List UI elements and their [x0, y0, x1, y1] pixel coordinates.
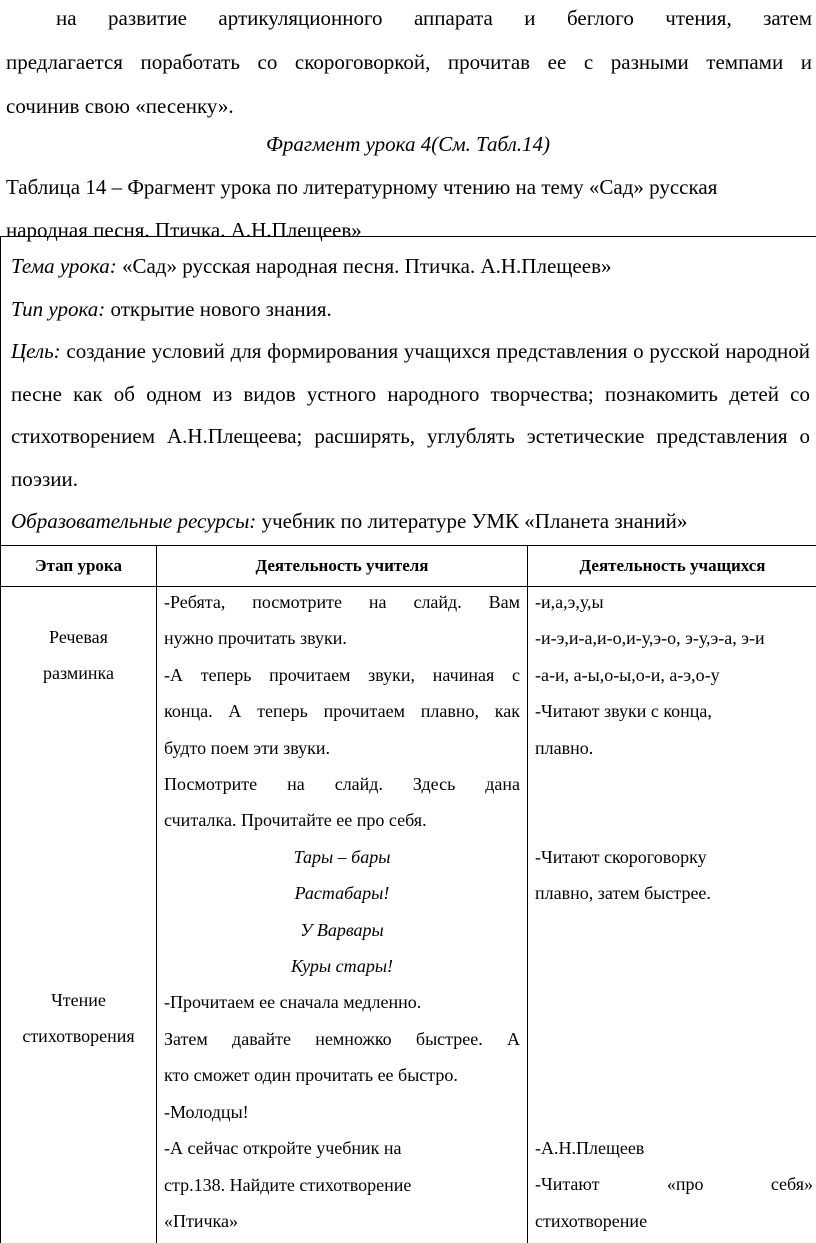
rhyme-line: У Варвары — [300, 919, 384, 940]
intro-line-2: предлагается поработать со скороговоркой, прочитав ее с разными темпами и — [6, 50, 812, 74]
students-line: -а-и, а-ы,о-ы,о-и, а-э,о-у — [535, 664, 720, 685]
teacher-line: -Ребята, посмотрите на слайд. Вам — [164, 592, 520, 612]
rhyme-line: Тары – бары — [293, 846, 391, 867]
rhyme-line: Куры стары! — [290, 956, 393, 977]
rhyme-line: Растабары! — [294, 883, 390, 904]
header-students: Деятельность учащихся — [579, 556, 766, 575]
column-divider — [156, 546, 157, 1243]
students-line: стихотворение — [535, 1210, 648, 1231]
teacher-line: -А теперь прочитаем звуки, начиная с — [164, 664, 520, 685]
lesson-info-box — [0, 236, 816, 546]
students-activity-warmup — [535, 584, 813, 766]
students-line: плавно. — [535, 737, 594, 758]
teacher-line: «Птичка» — [164, 1210, 239, 1231]
teacher-line: -Прочитаем ее сначала медленно. — [164, 992, 422, 1013]
teacher-line: Посмотрите на слайд. Здесь дана — [164, 774, 520, 795]
intro-line-3: сочинив свою «песенку». — [6, 94, 234, 118]
teacher-activity — [164, 584, 520, 1239]
topic-value: «Сад» русская народная песня. Птичка. А.Н.Плещеев» — [116, 254, 612, 278]
header-teacher: Деятельность учителя — [255, 556, 429, 575]
intro-line-1: на развитие артикуляционного аппарата и беглого чтения, затем — [56, 6, 812, 30]
lesson-goal — [11, 330, 810, 500]
students-line: плавно, затем быстрее. — [535, 883, 711, 904]
stage-warmup-line-1: Речевая — [49, 627, 108, 647]
teacher-line: -А сейчас откройте учебник на — [164, 1138, 402, 1159]
goal-label: Цель: — [11, 339, 61, 363]
students-line: -Читают звуки с конца, — [535, 701, 712, 722]
goal-value: создание условий для формирования учащихся представления о русской народной песне как об одном из видов устного народного творчества; познакомить детей со стихотворением А.Н.Плещеева; расширять, углублять эстетические представления о поэзии. — [11, 339, 810, 491]
teacher-line: конца. А теперь прочитаем плавно, как — [164, 701, 520, 722]
stage-poem-reading — [1, 982, 156, 1055]
teacher-line: будто поем эти звуки. — [164, 737, 330, 758]
lesson-table — [0, 545, 816, 1243]
teacher-line: кто сможет один прочитать ее быстро. — [164, 1065, 458, 1086]
teacher-line: считалка. Прочитайте ее про себя. — [164, 810, 427, 831]
topic-label: Тема урока: — [11, 254, 117, 278]
teacher-line: нужно прочитать звуки. — [164, 628, 347, 649]
intro-paragraph — [6, 0, 812, 128]
teacher-line: Затем давайте немножко быстрее. А — [164, 1028, 520, 1049]
column-divider — [527, 546, 528, 1243]
students-activity-reading — [535, 1130, 813, 1239]
stage-poem-line-2: стихотворения — [22, 1026, 135, 1047]
teacher-line: стр.138. Найдите стихотворение — [164, 1174, 412, 1195]
fragment-caption: Фрагмент урока 4(См. Табл.14) — [266, 132, 550, 156]
lesson-resources — [11, 500, 810, 543]
table-caption-line-1: Таблица 14 – Фрагмент урока по литературному чтению на тему «Сад» русская — [6, 175, 718, 199]
students-activity-tongue-twister — [535, 839, 813, 912]
students-line: -и-э,и-а,и-о,и-у,э-о, э-у,э-а, э-и — [535, 628, 765, 649]
students-line: -Читают «про себя» — [535, 1174, 813, 1195]
stage-poem-line-1: Чтение — [51, 990, 106, 1010]
table-caption-line-2: народная песня. Птичка. А.Н.Плещеев» — [6, 218, 362, 242]
teacher-line: -Молодцы! — [164, 1101, 249, 1122]
lesson-topic — [11, 245, 810, 288]
stage-warmup — [1, 619, 156, 692]
students-line: -А.Н.Плещеев — [535, 1138, 645, 1158]
lesson-type — [11, 288, 810, 331]
header-stage: Этап урока — [35, 556, 122, 575]
type-value: открытие нового знания. — [105, 296, 332, 321]
students-line: -и,а,э,у,ы — [535, 592, 604, 612]
stage-warmup-line-2: разминка — [43, 663, 114, 684]
type-label: Тип урока: — [11, 296, 106, 321]
resources-label: Образовательные ресурсы: — [11, 509, 257, 533]
students-line: -Читают скороговорку — [535, 847, 707, 867]
resources-value: учебник по литературе УМК «Планета знаний» — [256, 509, 688, 533]
